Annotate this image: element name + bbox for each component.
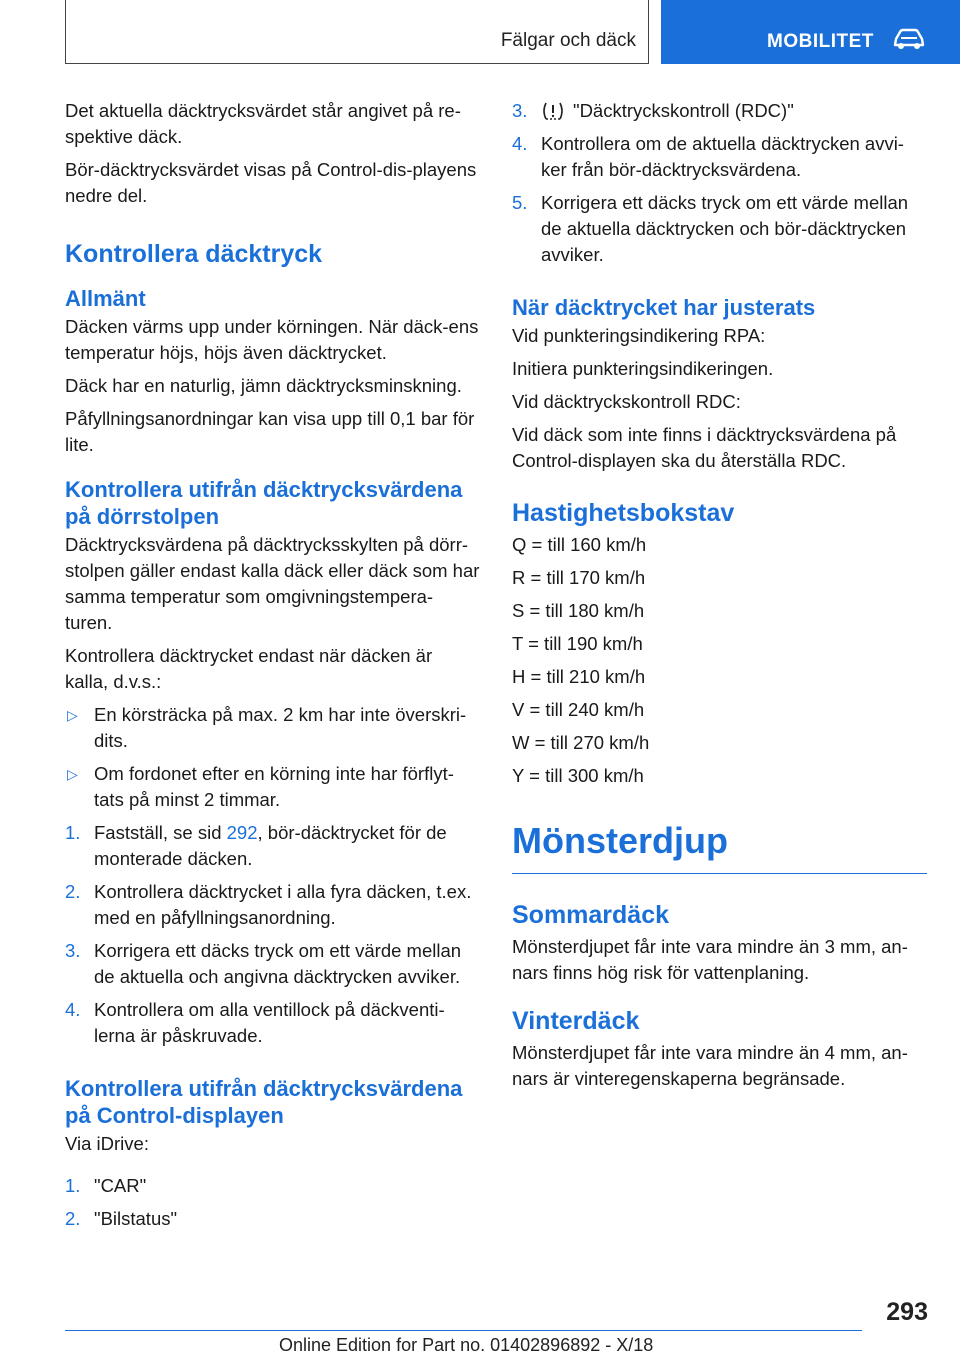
list-item: 4. Kontrollera om de aktuella däcktrycken avvi-ker från bör-däcktrycksvärdena. <box>512 133 904 180</box>
paragraph: Däck har en naturlig, jämn däcktrycksminskning. <box>65 375 462 396</box>
paragraph: Kontrollera däcktrycket endast när däcken är kalla, d.v.s.: <box>65 645 433 692</box>
step-number: 2. <box>65 1208 81 1229</box>
list-item: ▷ En körsträcka på max. 2 km har inte överskri-dits. <box>67 704 467 751</box>
heading-summer-tyres: Sommardäck <box>512 901 670 929</box>
footer-divider <box>65 1330 862 1331</box>
speed-rating: H = till 210 km/h <box>512 666 646 687</box>
paragraph: Vid däck som inte finns i däcktrycksvärdena på Control-displayen ska du återställa RDC. <box>512 424 897 471</box>
heading-winter-tyres: Vinterdäck <box>512 1007 640 1035</box>
paragraph: Initiera punkteringsindikeringen. <box>512 358 774 379</box>
step-number: 2. <box>65 881 81 902</box>
speed-rating: R = till 170 km/h <box>512 567 646 588</box>
list-item: 4. Kontrollera om alla ventillock på däckventi-lerna är påskruvade. <box>65 999 445 1046</box>
paragraph: Vid punkteringsindikering RPA: <box>512 325 766 346</box>
footer-edition: Online Edition for Part no. 01402896892 - X/18 <box>279 1335 654 1355</box>
step-number: 1. <box>65 822 81 843</box>
step-number: 5. <box>512 192 528 213</box>
paragraph: Påfyllningsanordningar kan visa upp till 0,1 bar för lite. <box>65 408 475 455</box>
paragraph: Däcktrycksvärdena på däcktrycksskylten på dörr-stolpen gäller endast kalla däck eller däck som har samma temperatur som omgivningstempera-turen. <box>65 534 480 633</box>
list-item: 3. "Däcktryckskontroll (RDC)" <box>512 98 927 124</box>
tyre-pressure-warning-icon <box>541 101 565 121</box>
page-link[interactable]: 292 <box>226 822 258 843</box>
list-item: 2. "Bilstatus" <box>65 1206 480 1232</box>
triangle-bullet-icon: ▷ <box>67 707 78 723</box>
step-number: 4. <box>65 999 81 1020</box>
section-tab <box>661 0 960 64</box>
step-number: 3. <box>512 100 528 121</box>
list-item: ▷ Om fordonet efter en körning inte har förflyt-tats på minst 2 timmar. <box>67 763 454 810</box>
speed-rating: Q = till 160 km/h <box>512 534 647 555</box>
page-number: 293 <box>886 1298 928 1326</box>
heading-general: Allmänt <box>65 286 146 311</box>
right-column <box>512 98 927 1099</box>
list-item: 2. Kontrollera däcktrycket i alla fyra däcken, t.ex. med en påfyllningsanordning. <box>65 881 472 928</box>
heading-speed-letter: Hastighetsbokstav <box>512 499 735 527</box>
speed-rating: T = till 190 km/h <box>512 633 643 654</box>
speed-rating: V = till 240 km/h <box>512 699 645 720</box>
heading-after-adjustment: När däcktrycket har justerats <box>512 295 816 320</box>
header-title-box <box>65 0 649 64</box>
heading-door-pillar: Kontrollera utifrån däcktrycksvärdena på dörrstolpen <box>65 477 463 529</box>
list-item: 1. Fastställ, se sid 292, bör-däcktrycket för de monterade däcken. <box>65 822 447 869</box>
step-number: 1. <box>65 1175 81 1196</box>
paragraph: Däcken värms upp under körningen. När däck-ens temperatur höjs, höjs även däcktrycket. <box>65 316 479 363</box>
speed-rating: W = till 270 km/h <box>512 732 650 753</box>
paragraph: Mönsterdjupet får inte vara mindre än 3 mm, an-nars finns hög risk för vattenplaning. <box>512 936 908 983</box>
paragraph: Mönsterdjupet får inte vara mindre än 4 mm, an-nars är vinteregenskaperna begränsade. <box>512 1042 908 1089</box>
paragraph: Det aktuella däcktrycksvärdet står angivet på re-spektive däck. <box>65 100 461 147</box>
left-column <box>65 98 480 1239</box>
car-icon <box>892 28 926 50</box>
list-item: 3. Korrigera ett däcks tryck om ett värde mellan de aktuella och angivna däcktrycken avviker. <box>65 940 462 987</box>
speed-rating: Y = till 300 km/h <box>512 765 644 786</box>
triangle-bullet-icon: ▷ <box>67 766 78 782</box>
heading-control-display: Kontrollera utifrån däcktrycksvärdena på Control-displayen <box>65 1076 463 1128</box>
paragraph: Bör-däcktrycksvärdet visas på Control-dis-playens nedre del. <box>65 159 477 206</box>
list-item: 1. "CAR" <box>65 1173 480 1199</box>
heading-check-tyre-pressure: Kontrollera däcktryck <box>65 240 323 268</box>
list-item: 5. Korrigera ett däcks tryck om ett värde mellan de aktuella däcktrycken och bör-däcktrycken avviker. <box>512 192 909 265</box>
step-number: 4. <box>512 133 528 154</box>
step-number: 3. <box>65 940 81 961</box>
paragraph: Via iDrive: <box>65 1133 149 1154</box>
section-tab-label: MOBILITET <box>767 31 874 52</box>
chapter-title: Fälgar och däck <box>500 30 636 51</box>
speed-rating: S = till 180 km/h <box>512 600 645 621</box>
heading-tread-depth: Mönsterdjup <box>512 819 927 874</box>
paragraph: Vid däcktryckskontroll RDC: <box>512 391 741 412</box>
